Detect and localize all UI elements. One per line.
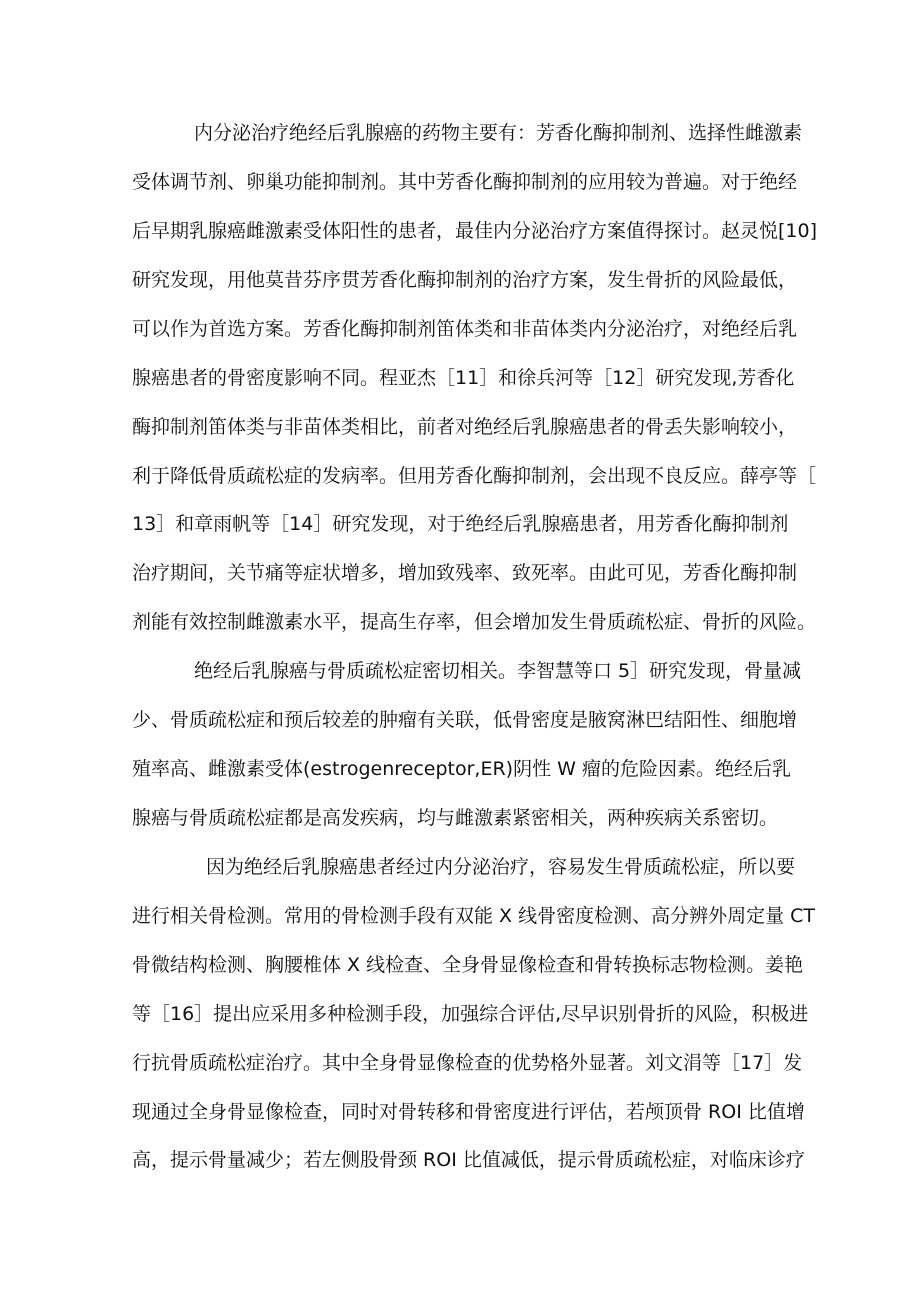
paragraph-line: 现通过全身骨显像检查，同时对骨转移和骨密度进行评估，若颅顶骨 ROI 比值增 bbox=[132, 1101, 805, 1123]
paragraph-line: 少、骨质疏松症和预后较差的肿瘤有关联，低骨密度是腋窝淋巴结阳性、细胞增 bbox=[132, 709, 798, 731]
paragraph-line: 受体调节剂、卵巢功能抑制剂。其中芳香化酶抑制剂的应用较为普遍。对于绝经 bbox=[132, 171, 798, 193]
paragraph-line: 进行相关骨检测。常用的骨检测手段有双能 X 线骨密度检测、高分辨外周定量 CT bbox=[132, 905, 816, 927]
paragraph-line: 治疗期间，关节痛等症状增多，增加致残率、致死率。由此可见，芳香化酶抑制 bbox=[132, 562, 798, 584]
paragraph-line: 因为绝经后乳腺癌患者经过内分泌治疗，容易发生骨质疏松症，所以要 bbox=[206, 856, 796, 878]
paragraph-line: 研究发现，用他莫昔芬序贯芳香化酶抑制剂的治疗方案，发生骨折的风险最低， bbox=[132, 269, 798, 291]
paragraph-line: 利于降低骨质疏松症的发病率。但用芳香化酶抑制剂，会出现不良反应。薛亭等［ bbox=[132, 465, 817, 487]
paragraph-line: 骨微结构检测、胸腰椎体 X 线检查、全身骨显像检查和骨转换标志物检测。姜艳 bbox=[132, 954, 804, 976]
paragraph-line: 可以作为首选方案。芳香化酶抑制剂笛体类和非苗体类内分泌治疗，对绝经后乳 bbox=[132, 318, 798, 340]
paragraph-line: 行抗骨质疏松症治疗。其中全身骨显像检查的优势格外显著。刘文涓等［17］发 bbox=[132, 1052, 803, 1074]
paragraph-line: 殖率高、雌激素受体(estrogenreceptor,ER)阴性 W 瘤的危险因素。绝经后乳 bbox=[132, 758, 791, 780]
paragraph-line: 腺癌患者的骨密度影响不同。程亚杰［11］和徐兵河等［12］研究发现,芳香化 bbox=[132, 367, 795, 389]
paragraph-line: 酶抑制剂笛体类与非苗体类相比，前者对绝经后乳腺癌患者的骨丢失影响较小， bbox=[132, 416, 798, 438]
paragraph-line: 腺癌与骨质疏松症都是高发疾病，均与雌激素紧密相关，两种疾病关系密切。 bbox=[132, 807, 779, 829]
paragraph-line: 等［16］提出应采用多种检测手段，加强综合评估,尽早识别骨折的风险，积极进 bbox=[132, 1003, 809, 1025]
paragraph-line: 高，提示骨量减少；若左侧股骨颈 ROI 比值减低，提示骨质疏松症，对临床诊疗 bbox=[132, 1149, 805, 1171]
paragraph-line: 内分泌治疗绝经后乳腺癌的药物主要有：芳香化酶抑制剂、选择性雌激素 bbox=[194, 122, 803, 144]
paragraph-line: 绝经后乳腺癌与骨质疏松症密切相关。李智慧等口 5］研究发现，骨量减 bbox=[194, 660, 802, 682]
paragraph-line: 13］和章雨帆等［14］研究发现，对于绝经后乳腺癌患者，用芳香化酶抑制剂 bbox=[132, 513, 789, 535]
paragraph-line: 剂能有效控制雌激素水平，提高生存率，但会增加发生骨质疏松症、骨折的风险。 bbox=[132, 611, 817, 633]
paragraph-line: 后早期乳腺癌雌激素受体阳性的患者，最佳内分泌治疗方案值得探讨。赵灵悦[10] bbox=[132, 220, 818, 242]
